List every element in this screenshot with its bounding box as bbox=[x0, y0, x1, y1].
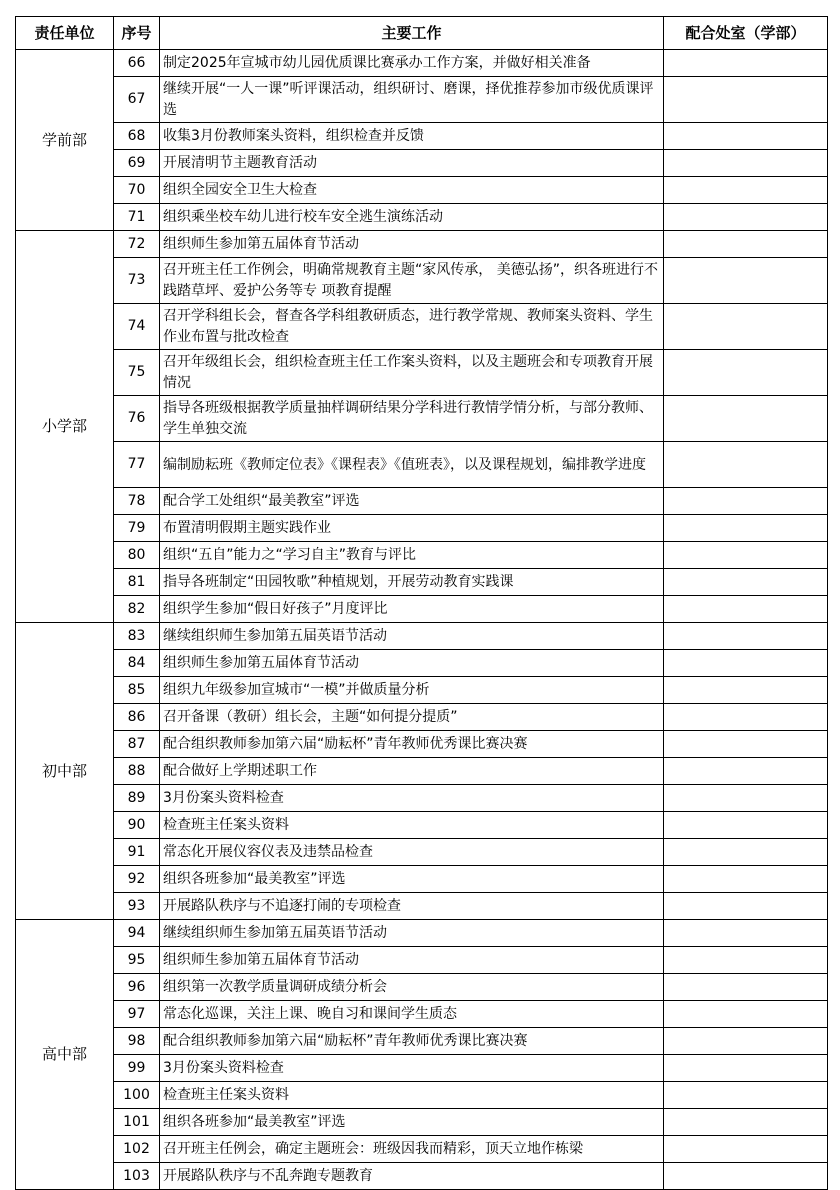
item-number-cell: 85 bbox=[114, 677, 160, 704]
table-row bbox=[16, 731, 828, 758]
main-task-cell: 检查班主任案头资料 bbox=[160, 812, 664, 839]
cooperating-office-cell bbox=[664, 442, 828, 488]
main-task-cell: 组织九年级参加宣城市“一模”并做质量分析 bbox=[160, 677, 664, 704]
cooperating-office-cell bbox=[664, 350, 828, 396]
cooperating-office-cell bbox=[664, 396, 828, 442]
cooperating-office-cell bbox=[664, 866, 828, 893]
main-task-cell: 配合组织教师参加第六届“励耘杯”青年教师优秀课比赛决赛 bbox=[160, 731, 664, 758]
item-number-cell: 84 bbox=[114, 650, 160, 677]
main-task-cell: 指导各班级根据教学质量抽样调研结果分学科进行教情学情分析，与部分教师、学生单独交流 bbox=[160, 396, 664, 442]
item-number-cell: 102 bbox=[114, 1136, 160, 1163]
cooperating-office-cell bbox=[664, 893, 828, 920]
cooperating-office-cell bbox=[664, 947, 828, 974]
table-row bbox=[16, 204, 828, 231]
main-task-cell: 编制励耘班《教师定位表》《课程表》《值班表》，以及课程规划，编排教学进度 bbox=[160, 442, 664, 488]
main-task-cell: 组织各班参加“最美教室”评选 bbox=[160, 866, 664, 893]
table-header-row bbox=[16, 17, 828, 50]
table-row bbox=[16, 1028, 828, 1055]
cooperating-office-cell bbox=[664, 785, 828, 812]
table-row bbox=[16, 596, 828, 623]
item-number-cell: 80 bbox=[114, 542, 160, 569]
table-row bbox=[16, 947, 828, 974]
cooperating-office-cell bbox=[664, 1001, 828, 1028]
table-row bbox=[16, 1163, 828, 1190]
cooperating-office-cell bbox=[664, 542, 828, 569]
main-task-cell: 组织“五自”能力之“学习自主”教育与评比 bbox=[160, 542, 664, 569]
cooperating-office-cell bbox=[664, 1082, 828, 1109]
item-number-cell: 69 bbox=[114, 150, 160, 177]
item-number-cell: 95 bbox=[114, 947, 160, 974]
table-row bbox=[16, 231, 828, 258]
cooperating-office-cell bbox=[664, 596, 828, 623]
item-number-cell: 101 bbox=[114, 1109, 160, 1136]
item-number-cell: 72 bbox=[114, 231, 160, 258]
main-task-cell: 组织师生参加第五届体育节活动 bbox=[160, 650, 664, 677]
item-number-cell: 94 bbox=[114, 920, 160, 947]
table-row bbox=[16, 488, 828, 515]
item-number-cell: 74 bbox=[114, 304, 160, 350]
item-number-cell: 70 bbox=[114, 177, 160, 204]
work-plan-table bbox=[15, 16, 828, 1190]
cooperating-office-cell bbox=[664, 1109, 828, 1136]
header-unit: 责任单位 bbox=[16, 17, 114, 50]
item-number-cell: 98 bbox=[114, 1028, 160, 1055]
table-row bbox=[16, 350, 828, 396]
item-number-cell: 73 bbox=[114, 258, 160, 304]
table-row bbox=[16, 396, 828, 442]
main-task-cell: 继续组织师生参加第五届英语节活动 bbox=[160, 623, 664, 650]
cooperating-office-cell bbox=[664, 650, 828, 677]
item-number-cell: 99 bbox=[114, 1055, 160, 1082]
table-row bbox=[16, 1136, 828, 1163]
item-number-cell: 87 bbox=[114, 731, 160, 758]
table-row bbox=[16, 1109, 828, 1136]
item-number-cell: 86 bbox=[114, 704, 160, 731]
item-number-cell: 97 bbox=[114, 1001, 160, 1028]
main-task-cell: 配合学工处组织“最美教室”评选 bbox=[160, 488, 664, 515]
item-number-cell: 71 bbox=[114, 204, 160, 231]
main-task-cell: 开展清明节主题教育活动 bbox=[160, 150, 664, 177]
header-coop: 配合处室（学部） bbox=[664, 17, 828, 50]
main-task-cell: 制定2025年宣城市幼儿园优质课比赛承办工作方案，并做好相关准备 bbox=[160, 50, 664, 77]
cooperating-office-cell bbox=[664, 204, 828, 231]
table-row bbox=[16, 77, 828, 123]
header-num: 序号 bbox=[114, 17, 160, 50]
main-task-cell: 检查班主任案头资料 bbox=[160, 1082, 664, 1109]
table-row bbox=[16, 50, 828, 77]
table-row bbox=[16, 1055, 828, 1082]
item-number-cell: 93 bbox=[114, 893, 160, 920]
table-row bbox=[16, 515, 828, 542]
table-row bbox=[16, 258, 828, 304]
table-row bbox=[16, 839, 828, 866]
cooperating-office-cell bbox=[664, 488, 828, 515]
responsible-unit-cell: 初中部 bbox=[16, 623, 114, 920]
cooperating-office-cell bbox=[664, 150, 828, 177]
cooperating-office-cell bbox=[664, 1136, 828, 1163]
item-number-cell: 77 bbox=[114, 442, 160, 488]
table-row bbox=[16, 704, 828, 731]
table-row bbox=[16, 542, 828, 569]
table-row bbox=[16, 893, 828, 920]
table-row bbox=[16, 974, 828, 1001]
table-row bbox=[16, 785, 828, 812]
main-task-cell: 召开班主任工作例会，明确常规教育主题“家风传承， 美德弘扬”，织各班进行不践踏草坪、爱护公务等专 项教育提醒 bbox=[160, 258, 664, 304]
cooperating-office-cell bbox=[664, 177, 828, 204]
cooperating-office-cell bbox=[664, 623, 828, 650]
table-row bbox=[16, 650, 828, 677]
table-row bbox=[16, 1001, 828, 1028]
cooperating-office-cell bbox=[664, 304, 828, 350]
main-task-cell: 组织师生参加第五届体育节活动 bbox=[160, 231, 664, 258]
main-task-cell: 常态化开展仪容仪表及违禁品检查 bbox=[160, 839, 664, 866]
responsible-unit-cell: 学前部 bbox=[16, 50, 114, 231]
cooperating-office-cell bbox=[664, 1163, 828, 1190]
cooperating-office-cell bbox=[664, 974, 828, 1001]
table-row bbox=[16, 569, 828, 596]
table-row bbox=[16, 150, 828, 177]
table-row bbox=[16, 758, 828, 785]
item-number-cell: 83 bbox=[114, 623, 160, 650]
table-row bbox=[16, 177, 828, 204]
table-row bbox=[16, 623, 828, 650]
item-number-cell: 100 bbox=[114, 1082, 160, 1109]
main-task-cell: 开展路队秩序与不追逐打闹的专项检查 bbox=[160, 893, 664, 920]
main-task-cell: 开展路队秩序与不乱奔跑专题教育 bbox=[160, 1163, 664, 1190]
cooperating-office-cell bbox=[664, 1028, 828, 1055]
main-task-cell: 指导各班制定“田园牧歌”种植规划，开展劳动教育实践课 bbox=[160, 569, 664, 596]
main-task-cell: 3月份案头资料检查 bbox=[160, 1055, 664, 1082]
cooperating-office-cell bbox=[664, 231, 828, 258]
cooperating-office-cell bbox=[664, 123, 828, 150]
item-number-cell: 89 bbox=[114, 785, 160, 812]
cooperating-office-cell bbox=[664, 677, 828, 704]
main-task-cell: 继续组织师生参加第五届英语节活动 bbox=[160, 920, 664, 947]
main-task-cell: 召开学科组长会，督查各学科组教研质态，进行教学常规、教师案头资料、学生作业布置与批改检查 bbox=[160, 304, 664, 350]
item-number-cell: 82 bbox=[114, 596, 160, 623]
responsible-unit-cell: 高中部 bbox=[16, 920, 114, 1190]
table-row bbox=[16, 123, 828, 150]
item-number-cell: 81 bbox=[114, 569, 160, 596]
main-task-cell: 组织学生参加“假日好孩子”月度评比 bbox=[160, 596, 664, 623]
table-row bbox=[16, 920, 828, 947]
table-row bbox=[16, 677, 828, 704]
main-task-cell: 常态化巡课，关注上课、晚自习和课间学生质态 bbox=[160, 1001, 664, 1028]
item-number-cell: 90 bbox=[114, 812, 160, 839]
cooperating-office-cell bbox=[664, 704, 828, 731]
cooperating-office-cell bbox=[664, 515, 828, 542]
main-task-cell: 组织各班参加“最美教室”评选 bbox=[160, 1109, 664, 1136]
main-task-cell: 继续开展“一人一课”听评课活动，组织研讨、磨课，择优推荐参加市级优质课评选 bbox=[160, 77, 664, 123]
main-task-cell: 配合做好上学期述职工作 bbox=[160, 758, 664, 785]
main-task-cell: 3月份案头资料检查 bbox=[160, 785, 664, 812]
cooperating-office-cell bbox=[664, 920, 828, 947]
table-body bbox=[16, 50, 828, 1190]
main-task-cell: 收集3月份教师案头资料，组织检查并反馈 bbox=[160, 123, 664, 150]
main-task-cell: 组织师生参加第五届体育节活动 bbox=[160, 947, 664, 974]
cooperating-office-cell bbox=[664, 839, 828, 866]
table-row bbox=[16, 442, 828, 488]
main-task-cell: 召开备课（教研）组长会，主题“如何提分提质” bbox=[160, 704, 664, 731]
responsible-unit-cell: 小学部 bbox=[16, 231, 114, 623]
item-number-cell: 67 bbox=[114, 77, 160, 123]
item-number-cell: 75 bbox=[114, 350, 160, 396]
item-number-cell: 76 bbox=[114, 396, 160, 442]
cooperating-office-cell bbox=[664, 812, 828, 839]
main-task-cell: 召开班主任例会，确定主题班会：班级因我而精彩，顶天立地作栋梁 bbox=[160, 1136, 664, 1163]
main-task-cell: 组织全园安全卫生大检查 bbox=[160, 177, 664, 204]
header-task: 主要工作 bbox=[160, 17, 664, 50]
table-row bbox=[16, 304, 828, 350]
item-number-cell: 91 bbox=[114, 839, 160, 866]
main-task-cell: 组织第一次教学质量调研成绩分析会 bbox=[160, 974, 664, 1001]
item-number-cell: 79 bbox=[114, 515, 160, 542]
cooperating-office-cell bbox=[664, 569, 828, 596]
cooperating-office-cell bbox=[664, 1055, 828, 1082]
table-row bbox=[16, 866, 828, 893]
cooperating-office-cell bbox=[664, 258, 828, 304]
item-number-cell: 103 bbox=[114, 1163, 160, 1190]
cooperating-office-cell bbox=[664, 50, 828, 77]
main-task-cell: 组织乘坐校车幼儿进行校车安全逃生演练活动 bbox=[160, 204, 664, 231]
item-number-cell: 88 bbox=[114, 758, 160, 785]
main-task-cell: 配合组织教师参加第六届“励耘杯”青年教师优秀课比赛决赛 bbox=[160, 1028, 664, 1055]
item-number-cell: 68 bbox=[114, 123, 160, 150]
table-row bbox=[16, 1082, 828, 1109]
main-task-cell: 召开年级组长会，组织检查班主任工作案头资料，以及主题班会和专项教育开展情况 bbox=[160, 350, 664, 396]
table-row bbox=[16, 812, 828, 839]
main-task-cell: 布置清明假期主题实践作业 bbox=[160, 515, 664, 542]
item-number-cell: 78 bbox=[114, 488, 160, 515]
cooperating-office-cell bbox=[664, 758, 828, 785]
item-number-cell: 66 bbox=[114, 50, 160, 77]
cooperating-office-cell bbox=[664, 77, 828, 123]
item-number-cell: 96 bbox=[114, 974, 160, 1001]
item-number-cell: 92 bbox=[114, 866, 160, 893]
cooperating-office-cell bbox=[664, 731, 828, 758]
